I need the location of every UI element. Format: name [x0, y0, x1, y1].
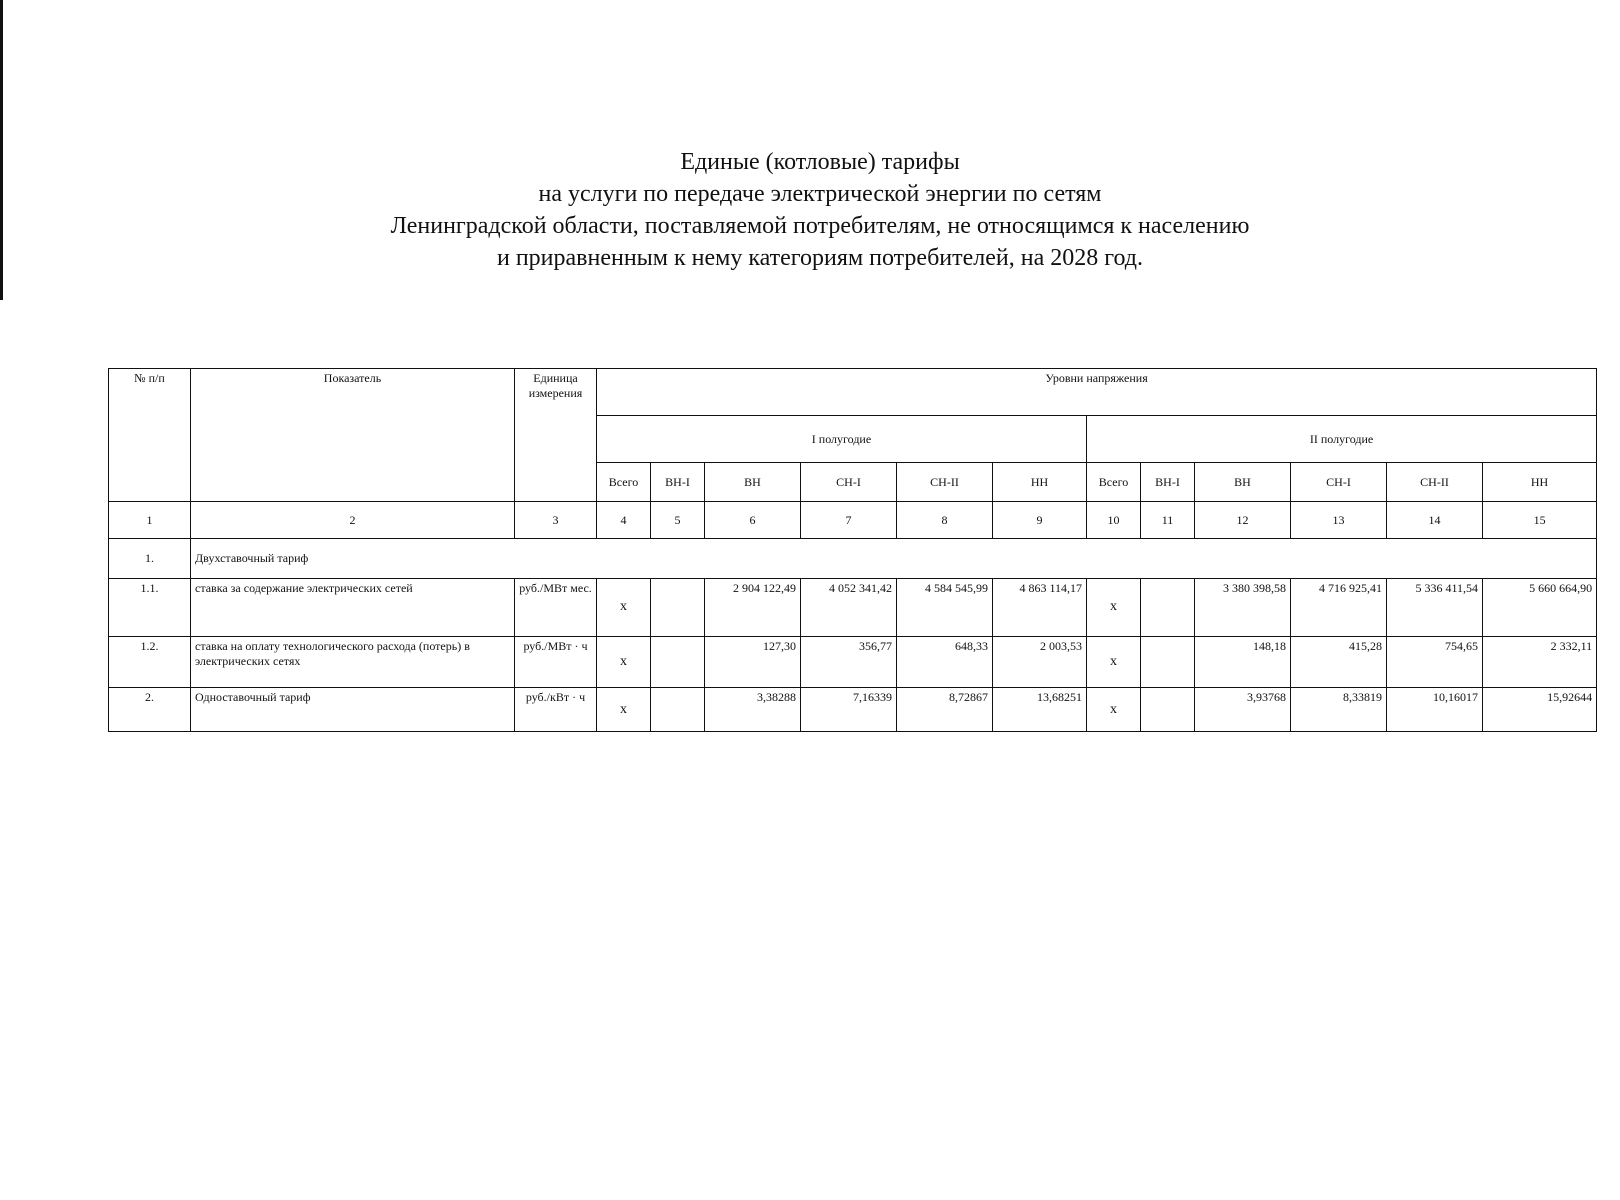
- column-number: 2: [191, 502, 515, 539]
- cell-value: x: [1087, 636, 1141, 688]
- cell-value: [651, 688, 705, 732]
- section-row-two-rate: [109, 539, 1597, 579]
- cell-value: 5 660 664,90: [1483, 578, 1597, 636]
- column-number: 13: [1291, 502, 1387, 539]
- cell-value: 5 336 411,54: [1387, 578, 1483, 636]
- cell-value: 7,16339: [801, 688, 897, 732]
- table-row: [109, 636, 1597, 688]
- header-level: ВН-I: [651, 463, 705, 502]
- cell-value: 8,72867: [897, 688, 993, 732]
- cell-value: 4 584 545,99: [897, 578, 993, 636]
- cell-value: 3 380 398,58: [1195, 578, 1291, 636]
- title-line-3: Ленинградской области, поставляемой потребителям, не относящимся к населению: [390, 213, 1250, 239]
- cell-value: x: [597, 578, 651, 636]
- column-number: 5: [651, 502, 705, 539]
- header-level: Всего: [597, 463, 651, 502]
- row-unit: руб./МВт мес.: [515, 578, 597, 636]
- cell-value: 10,16017: [1387, 688, 1483, 732]
- title-line-2: на услуги по передаче электрической энергии по сетям: [538, 181, 1102, 207]
- header-level: СН-I: [1291, 463, 1387, 502]
- row-unit: руб./кВт · ч: [515, 688, 597, 732]
- column-number: 12: [1195, 502, 1291, 539]
- cell-value: 2 332,11: [1483, 636, 1597, 688]
- cell-value: [1141, 578, 1195, 636]
- title-line-4: и приравненным к нему категориям потребителей, на 2028 год.: [496, 245, 1144, 271]
- column-number-row: [109, 502, 1597, 539]
- cell-value: 2 003,53: [993, 636, 1087, 688]
- tariff-table: [108, 368, 1597, 732]
- cell-value: 2 904 122,49: [705, 578, 801, 636]
- cell-value: 148,18: [1195, 636, 1291, 688]
- document-title: [290, 146, 1350, 274]
- row-unit: руб./МВт · ч: [515, 636, 597, 688]
- column-number: 10: [1087, 502, 1141, 539]
- cell-value: [651, 636, 705, 688]
- cell-value: 648,33: [897, 636, 993, 688]
- cell-value: [651, 578, 705, 636]
- header-level: Всего: [1087, 463, 1141, 502]
- header-level: СН-II: [1387, 463, 1483, 502]
- cell-value: 8,33819: [1291, 688, 1387, 732]
- cell-value: 3,93768: [1195, 688, 1291, 732]
- column-number: 7: [801, 502, 897, 539]
- cell-value: 127,30: [705, 636, 801, 688]
- header-level: СН-I: [801, 463, 897, 502]
- column-number: 3: [515, 502, 597, 539]
- cell-value: 4 863 114,17: [993, 578, 1087, 636]
- row-num: 1.2.: [109, 636, 191, 688]
- section-label: Двухставочный тариф: [191, 539, 1597, 579]
- column-number: 6: [705, 502, 801, 539]
- cell-value: 3,38288: [705, 688, 801, 732]
- table-row: [109, 578, 1597, 636]
- row-num: 2.: [109, 688, 191, 732]
- cell-value: 754,65: [1387, 636, 1483, 688]
- column-number: 9: [993, 502, 1087, 539]
- column-number: 4: [597, 502, 651, 539]
- cell-value: x: [597, 688, 651, 732]
- cell-value: x: [1087, 688, 1141, 732]
- column-number: 15: [1483, 502, 1597, 539]
- row-indicator: Одноставочный тариф: [191, 688, 515, 732]
- row-indicator: ставка за содержание электрических сетей: [191, 578, 515, 636]
- header-unit: Единица измерения: [515, 369, 597, 502]
- header-half-1: I полугодие: [597, 416, 1087, 463]
- column-number: 11: [1141, 502, 1195, 539]
- header-voltage-levels: Уровни напряжения: [597, 369, 1597, 416]
- header-level: НН: [1483, 463, 1597, 502]
- header-level: СН-II: [897, 463, 993, 502]
- column-number: 8: [897, 502, 993, 539]
- cell-value: 415,28: [1291, 636, 1387, 688]
- cell-value: 4 052 341,42: [801, 578, 897, 636]
- column-number: 1: [109, 502, 191, 539]
- cell-value: 15,92644: [1483, 688, 1597, 732]
- header-level: НН: [993, 463, 1087, 502]
- title-line-1: Единые (котловые) тарифы: [680, 149, 960, 175]
- header-half-2: II полугодие: [1087, 416, 1597, 463]
- row-num: 1.1.: [109, 578, 191, 636]
- cell-value: [1141, 688, 1195, 732]
- cell-value: 13,68251: [993, 688, 1087, 732]
- cell-value: 356,77: [801, 636, 897, 688]
- cell-value: 4 716 925,41: [1291, 578, 1387, 636]
- cell-value: [1141, 636, 1195, 688]
- header-indicator: Показатель: [191, 369, 515, 502]
- header-level: ВН-I: [1141, 463, 1195, 502]
- cell-value: x: [597, 636, 651, 688]
- header-level: ВН: [1195, 463, 1291, 502]
- scan-edge-mark: [0, 0, 3, 300]
- row-num: 1.: [109, 539, 191, 579]
- header-level: ВН: [705, 463, 801, 502]
- column-number: 14: [1387, 502, 1483, 539]
- cell-value: x: [1087, 578, 1141, 636]
- header-num: № п/п: [109, 369, 191, 502]
- row-indicator: ставка на оплату технологического расхода (потерь) в электрических сетях: [191, 636, 515, 688]
- table-row: [109, 688, 1597, 732]
